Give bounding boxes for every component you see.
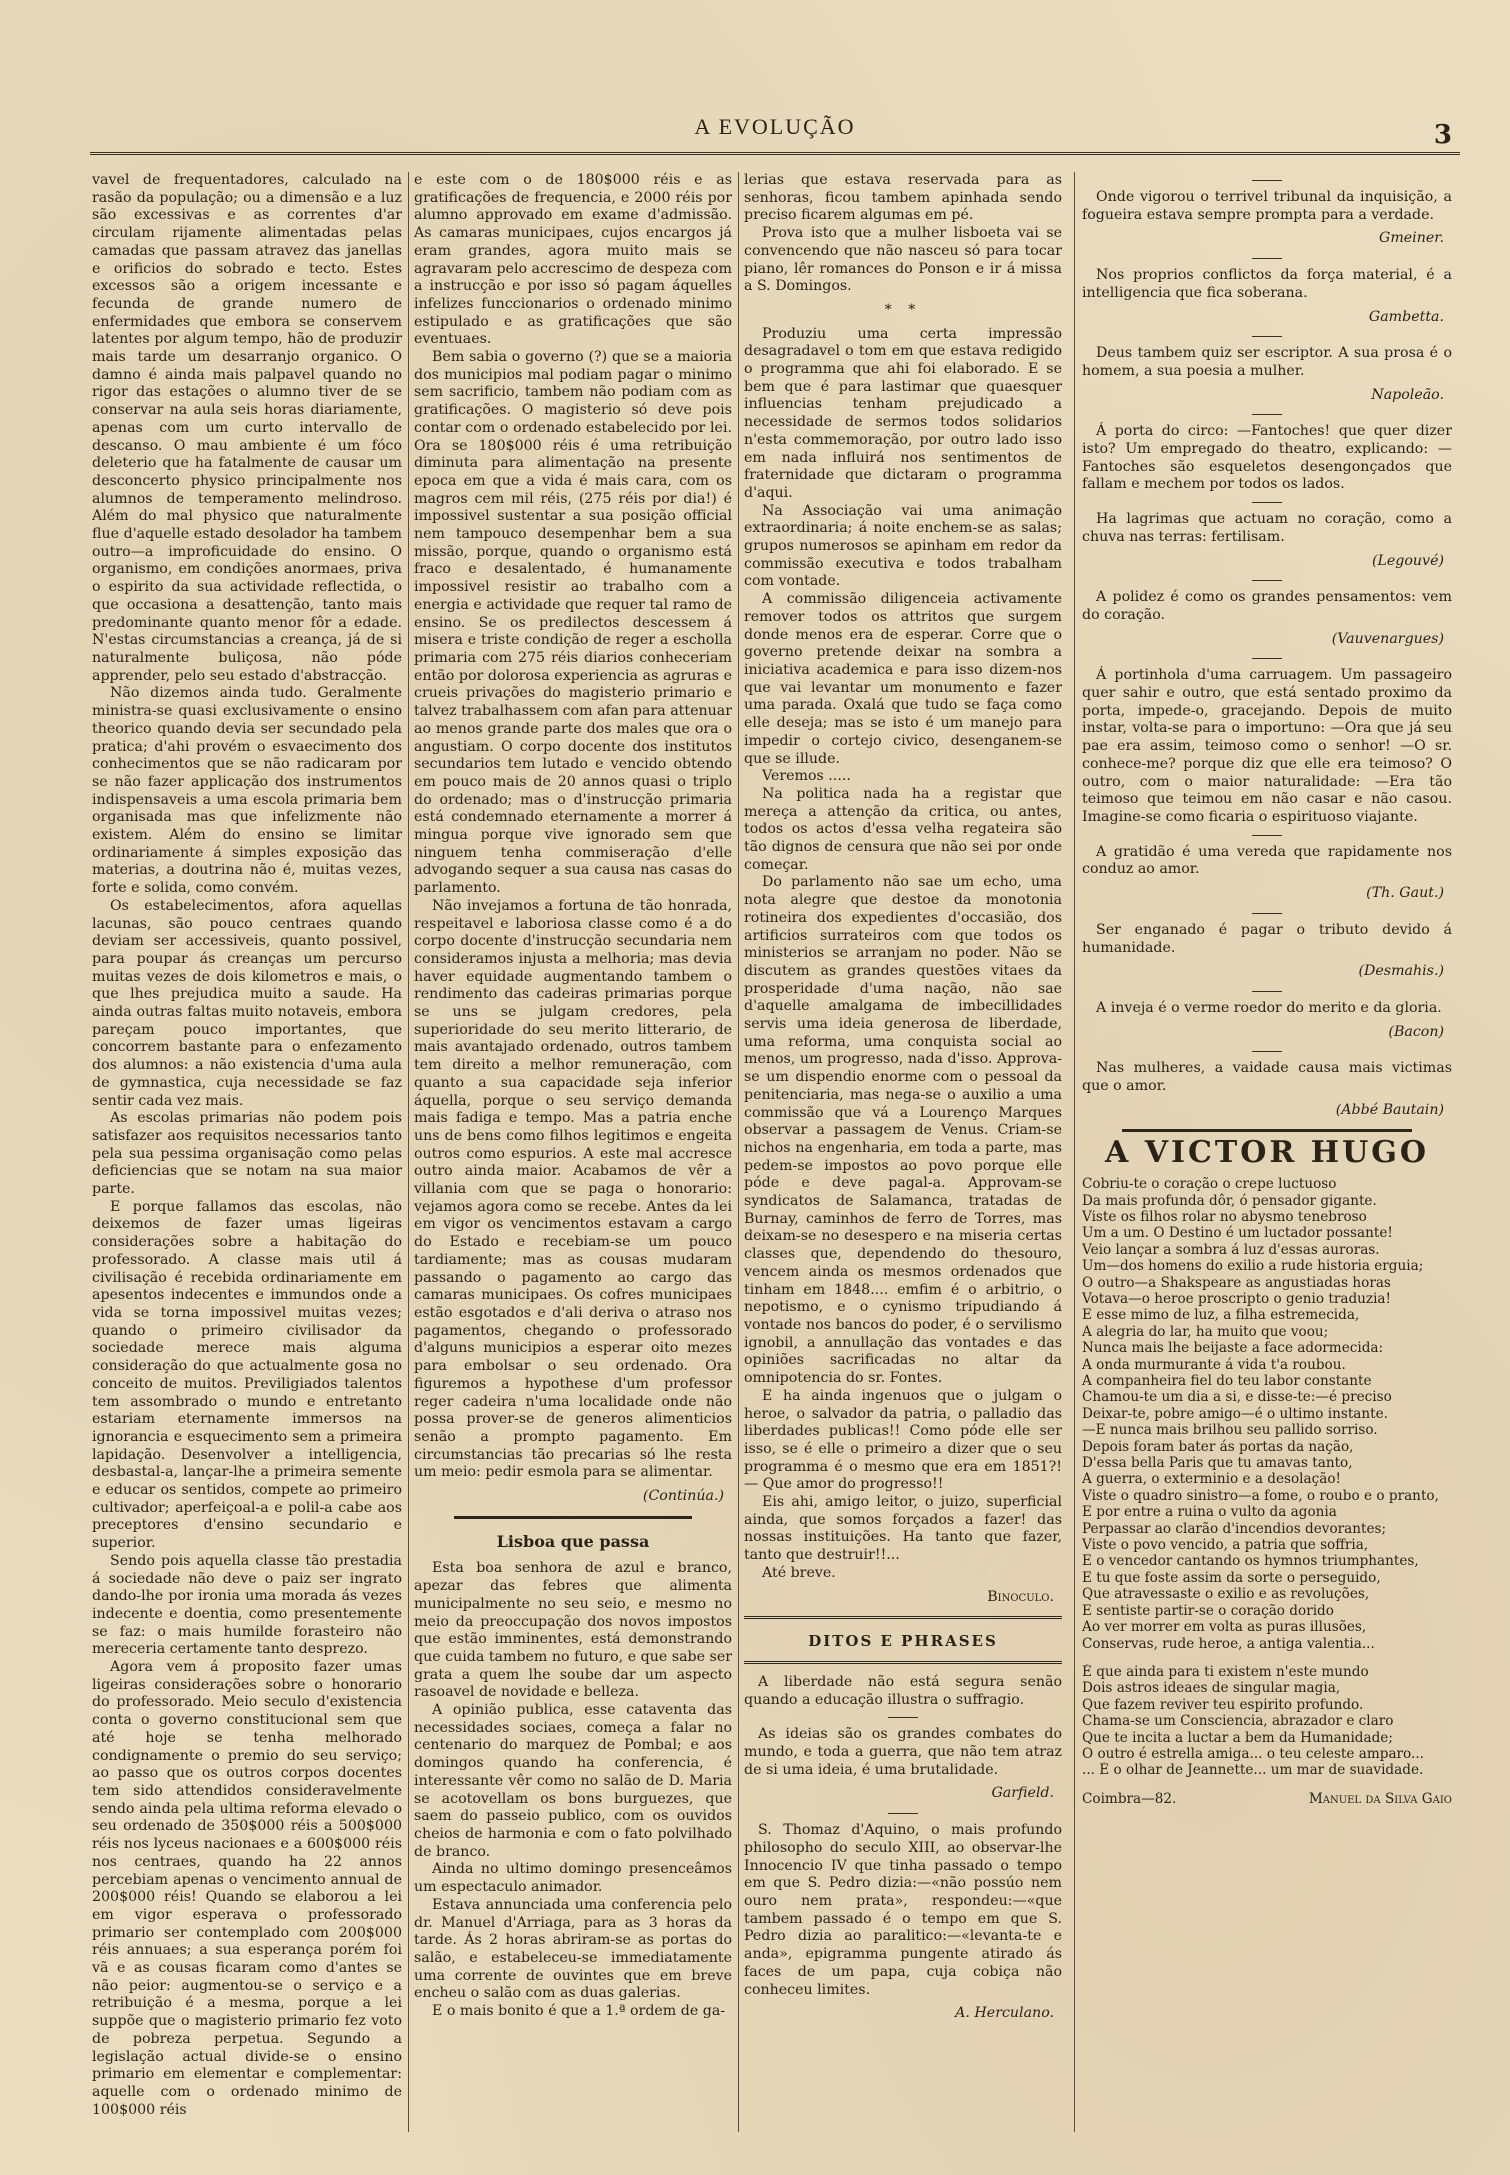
paragraph: Prova isto que a mulher lisboeta vai se convencendo que não nasceu só para tocar piano, lêr romances do Ponson e ir á missa a S. Domingos. (744, 225, 1062, 295)
quote-author: (Vauvenargues) (1331, 630, 1444, 647)
paragraph: Sendo pois aquella classe tão prestadia á sociedade não deve o paiz ser ingrato dando-lhe por ironia uma morada ás vezes indecente e doentia, como presentemente se faz: o mais humilde forasteiro não mereceria certamente tanto desprezo. (92, 1552, 402, 1658)
quote-text: As ideias são os grandes combates do mundo, e toda a guerra, que não tem atraz de si uma ideia, é uma brutalidade. (744, 1726, 1062, 1778)
paragraph: Veremos ..... (762, 768, 851, 785)
poem-stanza (1082, 1664, 1452, 1779)
continua-note: (Continúa.) (642, 1488, 724, 1505)
quote-author: Gmeiner. (1379, 230, 1444, 247)
lisboa-section-title: Lisboa que passa (496, 1531, 650, 1551)
quote-text: A gratidão é uma vereda que rapidamente nos conduz ao amor. (1082, 843, 1452, 878)
poem-title: A VICTOR HUGO (1105, 1135, 1429, 1171)
paragraph: Não dizemos ainda tudo. Geralmente ministra-se quasi exclusivamente o ensino theorico quando devia ser secundado pela pratica; d'ahi provém o esvaecimento dos conhecimentos que se não radicaram por se não fazer applicação dos instrumentos indispensaveis a uma escola primaria bem organisada mas que infelizmente não existem. Além do ensino se limitar ordinariamente á simples exposição das materias, a doutrina não é, muitas vezes, forte e solida, como convém. (92, 685, 402, 897)
poem-line: Ao ver morrer em volta as puras illusões, (1082, 1619, 1367, 1636)
paragraph: As escolas primarias não podem pois satisfazer aos requisitos necessarios tanto pela sua pessima organisação como pelas deficiencias que se notam na sua maior parte. (92, 1110, 402, 1198)
poem-line: A alegria do lar, ha muito que voou; (1082, 1323, 1329, 1340)
paragraph: Eis ahi, amigo leitor, o juizo, superficial ainda, que somos forçados a fazer! das nossas instituições. Ha tanto que fazer, tanto que destruir!!... (744, 1494, 1062, 1564)
poem-line: Chamou-te um dia a si, e disse-te:—é preciso (1082, 1389, 1392, 1406)
poem-line: D'essa bella Paris que tu amavas tanto, (1082, 1455, 1353, 1472)
quote-separator (1252, 180, 1282, 181)
quote-author: (Desmahis.) (1358, 963, 1444, 980)
quote-separator (888, 1717, 918, 1718)
poem-line: A companheira fiel do teu labor constante (1082, 1373, 1372, 1389)
column-1 (92, 172, 402, 2132)
paragraph: Na politica nada ha a registar que mereça a attenção da critica, ou antes, todos os actos d'essa velha regateira são tão dignos de censura que não sei por onde começar. (744, 785, 1062, 873)
quote-author: A. Herculano. (955, 2005, 1054, 2022)
column-4 (1082, 172, 1452, 2132)
paragraph: E ha ainda ingenuos que o julgam o heroe, o salvador da patria, o palladio das liberdades publicas!! Como póde elle ser isso, se é elle o primeiro a dizer que o seu programma é o mesmo que era em 1851?!— Que amor do progresso!! (744, 1387, 1062, 1493)
column-divider (1074, 172, 1075, 2132)
quote-text: Nas mulheres, a vaidade causa mais victimas que o amor. (1082, 1060, 1452, 1095)
poem-line: Cobriu-te o coração o crepe luctuoso (1082, 1176, 1337, 1193)
poem-line: Perpassar ao clarão d'incendios devorantes; (1082, 1520, 1387, 1537)
quote-separator (1252, 913, 1282, 914)
quote-author: Garfield. (991, 1785, 1054, 1802)
quote-separator (1252, 991, 1282, 992)
quote-separator (1252, 502, 1282, 503)
poem-line: Depois foram bater ás portas da nação, (1082, 1438, 1354, 1455)
poem-line: E sentiste partir-se o coração dorido (1082, 1602, 1334, 1619)
paragraph: Ainda no ultimo domingo presenceâmos um espectaculo animador. (414, 1861, 732, 1896)
page-header (90, 108, 1460, 156)
paragraph: Na Associação vai uma animação extraordinaria; á noite enchem-se as salas; grupos numerosos se apinham em redor da commissão executiva e todos trabalham com vontade. (744, 502, 1062, 590)
quote-text: S. Thomaz d'Aquino, o mais profundo philosopho do seculo XIII, ao observar-lhe Innocencio IV que tinha passado o tempo em que S. Pedro dizia:—«não possúo nem ouro nem prata», respondeu:—«que tambem passado é o tempo em que S. Pedro dizia ao paralitico:—«levanta-te e anda», epigramma pungente atirado ás faces de um papa, cuja cobiça não conheceu limites. (744, 1822, 1062, 1998)
paragraph: Estava annunciada uma conferencia pelo dr. Manuel d'Arriaga, para as 3 horas da tarde. Ás 2 horas abriram-se as portas do salão, e estabeleceu-se immediatamente uma corrente de ouvintes que em breve encheu o salão com as duas galerias. (414, 1896, 732, 2002)
paragraph: Do parlamento não sae um echo, uma nota alegre que destoe da monotonia rotineira dos expedientes d'occasião, dos artificios surrateiros com que todos os ministerios se arranjam no poder. Não se discutem as grandes questões vitaes da prosperidade d'uma nação, não sae d'aquelle amalgama de imbecillidades servis uma ideia generosa de liberdade, uma reforma, uma conquista social ao menos, um progresso, nada d'isso. Approva-se um dispendio enorme com o pessoal da penitenciaria, mas nega-se o auxilio a uma commissão que vá a Lourenço Marques observar a passagem de Venus. Criam-se nichos na engenharia, em toda a parte, mas pedem-se impostos ao povo porque elle póde e deve pagal-a. Approvam-se syndicatos de Salamanca, tratadas de Burnay, caminhos de ferro de Torres, mas deixam-se no desespero e na miseria certas classes que, dependendo do thesouro, vencem ainda os mesmos ordenados que tinham em 1848.... emfim é o arbitrio, o nepotismo, e o cynismo tripudiando á vontade nos bancos do poder, é o servilismo ignobil, a annullação das vontades e das opiniões sacrificadas no altar da omnipotencia do sr. Fontes. (744, 874, 1062, 1387)
paragraph: Produziu uma certa impressão desagradavel o tom em que estava redigido o programma que ahi foi elaborado. E se bem que é para lastimar que quaesquer influencias tenham prejudicado a necessidade de sermos todos solidarios n'esta commemoração, por outro lado isso em nada influirá nos sentimentos de fraternidade que dictaram o programma d'aqui. (744, 325, 1062, 501)
poem-stanza (1082, 1176, 1452, 1652)
poem (1082, 1176, 1452, 1779)
quote-separator (1252, 658, 1282, 659)
paragraph: lerias que estava reservada para as senhoras, ficou tambem apinhada sendo preciso ficarem algumas em pé. (744, 172, 1062, 224)
section-stars: * * (884, 301, 922, 318)
poem-line: Um—dos homens do exilio a rude historia erguia; (1082, 1258, 1424, 1275)
section-rule (744, 1661, 1062, 1664)
columns-container (92, 172, 1452, 2132)
paragraph: Agora vem á proposito fazer umas ligeiras considerações sobre o honorario do professorado. Meio seculo d'existencia conta o governo constitucional sem que até hoje se tenha melhorado condignamente o premio do seu serviço; ao passo que os outros corpos docentes tem sido attendidos consideravelmente sendo ainda pela ultima reforma elevado o seu ordenado de 350$000 réis a 500$000 réis nos lyceus nacionaes e a 600$000 réis nos centraes, quando ha 22 annos percebiam apenas o vencimento annual de 200$000 réis! Quando se elaborou a lei em vigor esperava o professorado primario ser contemplado com 200$000 réis annuaes; a sua esperança porém foi vã e as cousas ficaram como d'antes se não peior: augmentou-se o serviço e a retribuição é a mesma, porque a lei suppõe que o magisterio primario fez voto de pobreza perpetua. Segundo a legislação actual divide-se o ensino primario em elementar e complementar: aquelle com o ordenado minimo de 100$000 réis (92, 1659, 402, 2118)
ditos-section-title: DITOS E PHRASES (808, 1632, 998, 1651)
poem-line: E o vencedor cantando os hymnos triumphantes, (1082, 1553, 1419, 1570)
quote-text: Onde vigorou o terrivel tribunal da inquisição, a fogueira estava sempre prompta para a verdade. (1082, 189, 1452, 223)
column-divider (738, 172, 739, 2132)
column-divider (408, 172, 409, 2132)
quote-author: (Bacon) (1388, 1023, 1444, 1040)
column-3 (744, 172, 1062, 2132)
quote-text: Ha lagrimas que actuam no coração, como a chuva nas terras: fertilisam. (1082, 511, 1452, 545)
poem-line: O outro—a Shakspeare as angustiadas horas (1082, 1274, 1391, 1291)
quote-text: A inveja é o verme roedor do merito e da gloria. (1096, 999, 1442, 1016)
binoculo-signature: Binoculo. (987, 1588, 1054, 1605)
poem-line: A onda murmurante á vida t'a roubou. (1082, 1356, 1346, 1373)
paragraph: Não invejamos a fortuna de tão honrada, respeitavel e laboriosa classe como é a do corpo docente d'instrucção secundaria nem consideramos injusta a melhoria; mas devia haver equidade augmentando tambem o rendimento das cadeiras primarias porque se uns se julgam credores, pela superioridade do seu merito litterario, de mais avantajado ordenado, outros tambem tem direito a melhor remuneração, com quanto a sua capacidade seja inferior áquella, porque o seu serviço demanda mais fadiga e tempo. Mas a patria enche uns de bens como filhos legitimos e engeita outros como espurios. A este mal accresce outro ainda maior. Acabamos de vêr a villania com que se paga o honorario: vejamos agora como se recebe. Antes da lei em vigor os vencimentos estavam a cargo do Estado e recebiam-se um pouco tardiamente; mas as cousas mudaram passando o pagamento ao cargo das camaras municipaes. Os cofres municipaes estão esgotados e d'ali deriva o atraso nos pagamentos, chegando o professorado d'alguns municipios a esperar oito mezes para embolsar o seu ordenado. Ora figuremos a hypothese d'um professor reger cadeira n'uma localidade onde não possa prover-se de generos alimenticios senão a prompto pagamento. Em circumstancias tão precarias só lhe resta um meio: pedir esmola para se alimentar. (414, 897, 732, 1481)
quote-author: (Legouvé) (1371, 552, 1444, 569)
quote-separator (1252, 336, 1282, 337)
quote-separator (1252, 835, 1282, 836)
quote-separator (888, 1813, 918, 1814)
poem-line: E tu que foste assim da sorte o perseguido, (1082, 1569, 1381, 1586)
paragraph: A opinião publica, esse cataventa das necessidades sociaes, começa a falar no centenario do marquez de Pombal; e aos domingos quando ha conferencia, é interessante vêr como no salão de D. Maria se acotovellam os bons burguezes, que saem do passeio publico, com os ouvidos cheios de harmonia e com o fato polvilhado de branco. (414, 1702, 732, 1860)
poem-place: Coimbra—82. (1082, 1790, 1177, 1807)
poem-line: Veio lançar a sombra á luz d'essas auroras. (1082, 1241, 1380, 1258)
quote-author: Napoleão. (1371, 386, 1444, 403)
poem-line: Chama-se um Consciencia, abrazador e claro (1082, 1713, 1394, 1730)
section-rule (1122, 1129, 1412, 1132)
poem-footer (1082, 1791, 1452, 1809)
poem-line: Conservas, rude heroe, a antiga valentia... (1082, 1635, 1375, 1652)
poem-line: Que fazem reviver teu espirito profundo. (1082, 1696, 1364, 1713)
poem-line: Viste o quadro sinistro—a fome, o roubo e o pranto, (1082, 1487, 1439, 1504)
quote-author: Gambetta. (1368, 308, 1444, 325)
poem-line: Viste o povo vencido, a patria que soffria, (1082, 1537, 1369, 1554)
header-rule (90, 152, 1460, 155)
quote-text: Á portinhola d'uma carruagem. Um passageiro quer sahir e outro, que está sentado proximo da porta, impede-o, gracejando. Depois de muito instar, volta-se para o importuno: —Ora que já seu pae era assim, teimoso como o senhor! —O sr. conhece-me? porque diz que elle era teimoso? O outro, com o maior naturalidade: —Era tão teimoso que teimou em não casar e não casou. Imagine-se como ficaria o espirituoso viajante. (1082, 667, 1452, 825)
poem-author: Manuel da Silva Gaio (1308, 1790, 1452, 1807)
quote-text: A liberdade não está segura senão quando a educação illustra o suffragio. (744, 1673, 1062, 1708)
poem-line: —E nunca mais brilhou seu pallido sorriso. (1082, 1422, 1378, 1439)
quote-text: A polidez é como os grandes pensamentos: vem do coração. (1082, 589, 1452, 623)
page-number: 3 (1433, 120, 1452, 150)
poem-line: Que atravessaste o exilio e as revoluções, (1082, 1586, 1370, 1603)
poem-line: Da mais profunda dôr, ó pensador gigante. (1082, 1192, 1377, 1209)
quote-block (1082, 180, 1452, 1119)
paragraph: Os estabelecimentos, afora aquellas lacunas, são pouco centraes quando deviam ser accessiveis, quanto possivel, para poupar ás creanças um percurso muitas vezes de dois kilometros e mais, o que lhes prejudica muito a saude. Ha ainda outras faltas muito notaveis, embora pareçam pouco importantes, que concorrem bastante para o enfezamento dos alumnos: a não existencia d'uma aula de gymnastica, cuja necessidade se faz sentir cada vez mais. (92, 897, 402, 1109)
quote-text: Deus tambem quiz ser escriptor. A sua prosa é o homem, a sua poesia a mulher. (1082, 345, 1452, 379)
poem-line: E esse mimo de luz, a filha estremecida, (1082, 1307, 1360, 1324)
poem-line: Deixar-te, pobre amigo—é o ultimo instante. (1082, 1405, 1388, 1422)
quote-separator (1252, 414, 1282, 415)
poem-line: Um a um. O Destino é um luctador possante! (1082, 1225, 1393, 1242)
column-2 (414, 172, 732, 2132)
quote-separator (1252, 258, 1282, 259)
quote-text: Ser enganado é pagar o tributo devido á humanidade. (1082, 921, 1452, 956)
section-rule (744, 1616, 1062, 1619)
paragraph: e este com o de 180$000 réis e as gratificações de frequencia, e 2000 réis por alumno approvado em exame d'admissão. As camaras municipaes, cujos encargos já eram grandes, agora muito mais se agravaram pelo accrescimo de despeza com a instrucção e por isso só pagam áquelles infelizes funccionarios o ordenado minimo estipulado e as gratificações que são eventuaes. (414, 172, 732, 348)
quote-separator (1252, 580, 1282, 581)
poem-line: Nunca mais lhe beijaste a face adormecida: (1082, 1340, 1384, 1357)
poem-line: Que te incita a luctar a bem da Humanidade; (1082, 1729, 1393, 1746)
paragraph: A commissão diligenceia activamente remover todos os attritos que surgem donde menos era de esperar. Corre que o governo pretende deixar na sombra a iniciativa academica e para isso dizem-nos que vai levantar um monumento e fazer uma parada. Oxalá que tudo se faça como elle deseja; mas se isto é um manejo para impedir o cortejo civico, desenganem-se que se illude. (744, 591, 1062, 767)
paragraph: Esta boa senhora de azul e branco, apezar das febres que alimenta municipalmente no seu seio, e mesmo no meio da preoccupação dos novos impostos que estão imminentes, está demonstrando que cuida tambem no futuro, e que sabe ser grata a quem lhe soube dar um aspecto rasoavel de novidade e belleza. (414, 1560, 732, 1701)
paragraph: vavel de frequentadores, calculado na rasão da população; ou a dimensão e a luz são excessivas e as correntes d'ar circulam rijamente alimentadas pelas camadas que passam atravez das janellas e orificios do sobrado e tecto. Estes excessos são a origem incessante e fecunda de grande numero de enfermidades que embora se conservem latentes por algum tempo, hão de produzir mais tarde um desarranjo organico. O damno é ainda mais palpavel quando no rigor das estações o alumno tiver de se conservar na aula seis horas diariamente, apenas com um curto intervallo de descanso. O mau ambiente é um fóco deleterio que ha fatalmente de causar um desconcerto physico principalmente nos alumnos de temperamento melindroso. Além do mal physico que naturalmente flue d'aquelle estado desolador ha tambem outro—a improficuidade do ensino. O organismo, em condições anormaes, priva o espirito da sua actividade reflectida, o que occasiona a desattenção, tanto mais predominante quanto menor fôr a edade. N'estas circumstancias a creança, já de si naturalmente buliçosa, não póde apprender, pelo seu estado d'abstracção. (92, 172, 402, 684)
section-rule (454, 1516, 692, 1519)
paragraph: E porque fallamos das escolas, não deixemos de fazer umas ligeiras considerações sobre a habitação do professorado. A classe mais util á civilisação é recebida ordinariamente em apesentos indecentes e immundos onde a vida se torna impossivel muitas vezes; quando o primeiro civilisador da sociedade merece mais alguma consideração do que actualmente gosa no conceito de muitos. Previligiados talentos tem assombrado o mundo e entretanto estariam eternamente immersos na ignorancia e esquecimento sem a primeira lapidação. Desenvolver a intelligencia, desbastal-a, lançar-lhe a primeira semente e educar os sentidos, compete ao primeiro cultivador; aperfeiçoal-a e polil-a cabe aos preceptores d'ensino secundario e superior. (92, 1198, 402, 1552)
quote-text: Nos proprios conflictos da força material, é a intelligencia que fica soberana. (1082, 267, 1452, 301)
poem-line: É que ainda para ti existem n'este mundo (1082, 1663, 1369, 1680)
quote-text: Á porta do circo: —Fantoches! que quer dizer isto? Um empregado do theatro, explicando: —Fantoches são esqueletos desengonçados que fallam e mechem por todos os lados. (1082, 423, 1452, 493)
poem-line: Votava—o heroe proscripto o genio traduzia! (1082, 1290, 1391, 1307)
poem-line: Dois astros ideaes de singular magia, (1082, 1680, 1341, 1697)
quote-author: (Abbé Bautain) (1335, 1101, 1444, 1118)
poem-line: A guerra, o exterminio e a desolação! (1082, 1471, 1341, 1488)
poem-line: O outro é estrella amiga... o teu celeste amparo... (1082, 1745, 1424, 1762)
quote-author: (Th. Gaut.) (1366, 885, 1444, 902)
quote-block (744, 1674, 1062, 2023)
poem-line: ... É o olhar de Jeannette... um mar de suavidade. (1082, 1762, 1424, 1779)
paragraph: E o mais bonito é que a 1.ª ordem de ga- (432, 2003, 726, 2020)
quote-separator (1252, 1051, 1282, 1052)
paragraph: Até breve. (762, 1564, 836, 1581)
poem-line: Viste os filhos rolar no abysmo tenebroso (1082, 1208, 1367, 1225)
paragraph: Bem sabia o governo (?) que se a maioria dos municipios mal podiam pagar o minimo sem sacrificio, tambem não podiam com as gratificações. O magisterio só deve pois contar com o ordenado estabelecido por lei. Ora se 180$000 réis é uma retribuição diminuta para alimentação na presente epoca em que a vida é mais cara, com os magros cem mil réis, (275 réis por dia!) é impossivel sustentar a sua posição official nem tampouco desempenhar bem a sua missão, porque, quando o organismo está fraco e desalentado, é humanamente impossivel resistir ao trabalho com a energia e actividade que requer tal ramo de ensino. Se os predilectos descessem á misera e triste condição de reger a escholla primaria com 275 réis diarios conheceriam então por dolorosa experiencia as agruras e crueis privações do magisterio primario e talvez trabalhassem com afan para attenuar ao menos grande parte dos males que ora o angustiam. O corpo docente dos institutos secundarios tem lutado e vencido obtendo em pouco mais de 20 annos quasi o triplo do ordenado; mas o d'instrucção primaria está condemnado eternamente a morrer á mingua porque vive ignorado sem que ninguem tenha commiseração d'elle advogando sequer a sua causa nas casas do parlamento. (414, 349, 732, 897)
poem-line: E por entre a ruina o vulto da agonia (1082, 1504, 1337, 1521)
newspaper-title: A EVOLUÇÃO (694, 114, 856, 139)
